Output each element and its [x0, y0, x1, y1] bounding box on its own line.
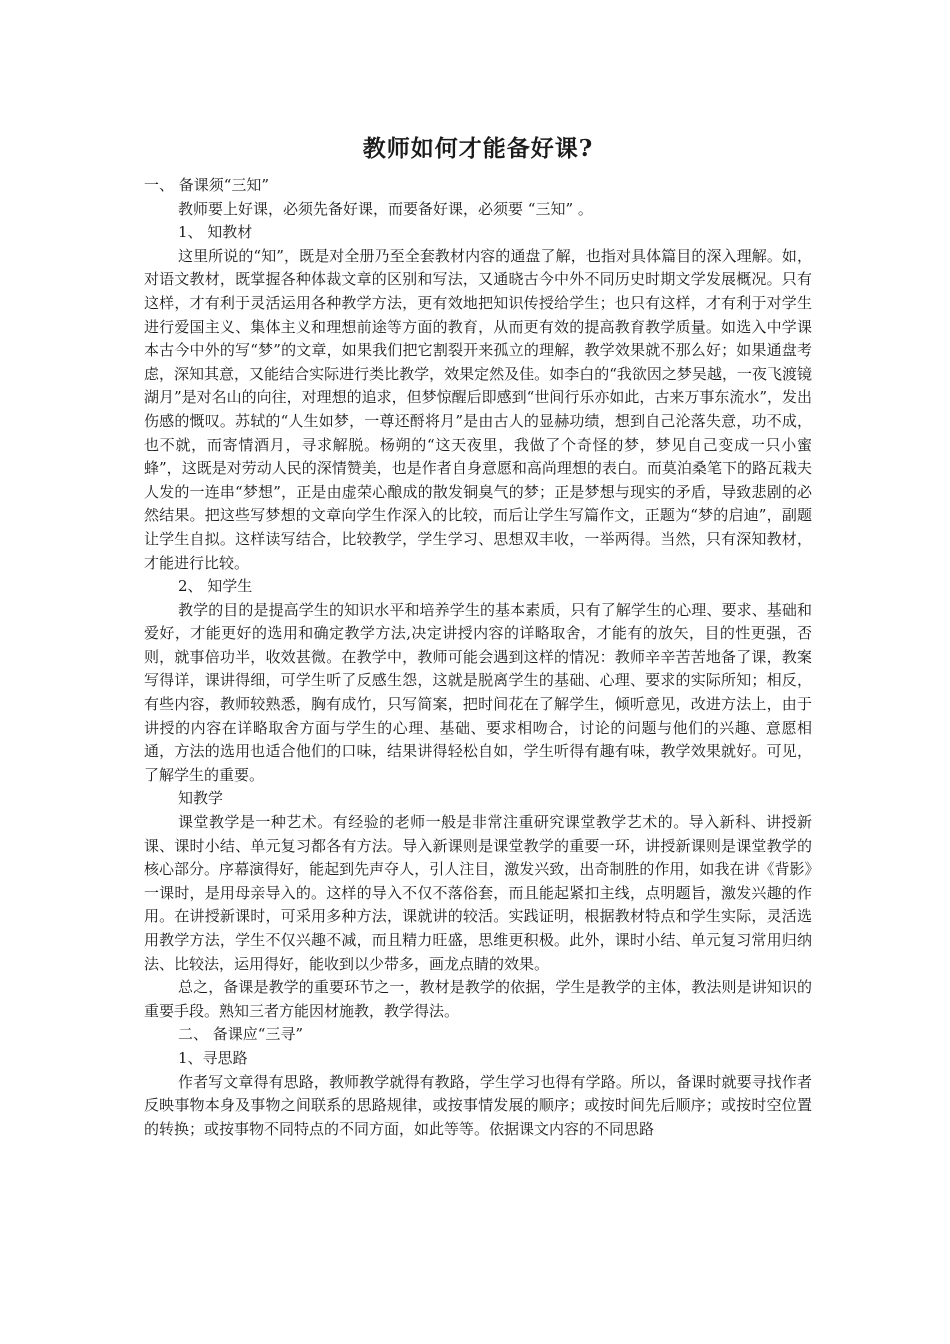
subsection-know-textbook-paragraph: 这里所说的“知”，既是对全册乃至全套教材内容的通盘了解，也指对具体篇目的深入理解。如，对语文教材，既掌握各种体裁文章的区别和写法，又通晓古今中外不同历史时期文学发展概况。只有这样，才有利于灵活运用各种教学方法，更有效地把知识传授给学生；也只有这样，才有利于对学生进行爱国主义、集体主义和理想前途等方面的教育，从而更有效的提高教育教学质量。如选入中学课本古今中外的写“梦”的文章，如果我们把它割裂开来孤立的理解，教学效果就不那么好；如果通盘考虑，深知其意，又能结合实际进行类比教学，效果定然及佳。如李白的“我欲因之梦吴越，一夜飞渡镜湖月”是对名山的向往，对理想的追求，但梦惊醒后即感到“世间行乐亦如此，古来万事东流水”，发出伤感的慨叹。苏轼的“人生如梦，一尊还酹将月”是由古人的显赫功绩，想到自己沦落失意，功不成，也不就，而寄情酒月，寻求解脱。杨朔的“这天夜里，我做了个奇怪的梦，梦见自己变成一只小蜜蜂”，这既是对劳动人民的深情赞美，也是作者自身意愿和高尚理想的表白。而莫泊桑笔下的路瓦栽夫人发的一连串“梦想”，正是由虚荣心酿成的散发铜臭气的梦；正是梦想与现实的矛盾，导致悲剧的必然结果。把这些写梦想的文章向学生作深入的比较，而后让学生写篇作文，正题为“梦的启迪”，副题让学生自拟。这样读写结合，比较教学，学生学习、思想双丰收，一举两得。当然，只有深知教材，才能进行比较。: [144, 246, 813, 572]
subsection-find-thinking-paragraph: 作者写文章得有思路，教师教学就得有教路，学生学习也得有学路。所以，备课时就要寻找作者反映事物本身及事物之间联系的思路规律，或按事情发展的顺序；或按时间先后顺序；或按时空位置的转换；或按事物不同特点的不同方面，如此等等。依据课文内容的不同思路: [144, 1072, 812, 1138]
section-1-intro: 教师要上好课，必须先备好课，而要备好课，必须要 “三知” 。: [178, 199, 593, 218]
section-1-heading: 一、 备课须“三知”: [144, 176, 270, 194]
subsection-know-students-heading: 2、 知学生: [178, 577, 253, 596]
subsection-find-thinking-heading: 1、寻思路: [178, 1048, 248, 1067]
subsection-know-students-paragraph: 教学的目的是提高学生的知识水平和培养学生的基本素质，只有了解学生的心理、要求、基础和爱好，才能更好的选用和确定教学方法,决定讲授内容的详略取舍，才能有的放矢，目的性更强，否则，就事倍功半，收效甚微。在教学中，教师可能会遇到这样的情况：教师辛辛苦苦地备了课，教案写得详，课讲得细，可学生听了反感生怨，这就是脱离学生的基础、心理、要求的实际所知；相反，有些内容，教师较熟悉，胸有成竹，只写简案，把时间花在了解学生，倾听意见，改进方法上，由于讲授的内容在详略取舍方面与学生的心理、基础、要求相吻合，讨论的问题与他们的兴趣、意愿相通，方法的选用也适合他们的口味，结果讲得轻松自如，学生听得有趣有味，教学效果就好。可见，了解学生的重要。: [144, 600, 812, 784]
section-2-heading: 二、 备课应“三寻”: [178, 1025, 304, 1044]
document-page: [144, 128, 812, 1141]
subsection-know-teaching-paragraph: 课堂教学是一种艺术。有经验的老师一般是非常注重研究课堂教学艺术的。导入新科、讲授新课、课时小结、单元复习都各有方法。导入新课则是课堂教学的重要一环，讲授新课则是课堂教学的核心部分。序幕演得好，能起到先声夺人，引人注目，激发兴致，出奇制胜的作用，如我在讲《背影》一课时，是用母亲导入的。这样的导入不仅不落俗套，而且能起紧扣主线，点明题旨，激发兴趣的作用。在讲授新课时，可采用多种方法，课就讲的较活。实践证明，根据教材特点和学生实际，灵活选用教学方法，学生不仅兴趣不减，而且精力旺盛，思维更积极。此外，课时小结、单元复习常用归纳法、比较法，运用得好，能收到以少带多，画龙点睛的效果。: [144, 813, 812, 973]
subsection-know-teaching-heading: 知教学: [178, 789, 224, 808]
subsection-know-textbook-heading: 1、 知教材: [178, 223, 253, 242]
document-title: 教师如何才能备好课?: [362, 135, 594, 162]
section-1-summary: 总之，备课是教学的重要环节之一，教材是教学的依据，学生是教学的主体，教法则是讲知识的重要手段。熟知三者方能因材施教，教学得法。: [144, 978, 812, 1020]
